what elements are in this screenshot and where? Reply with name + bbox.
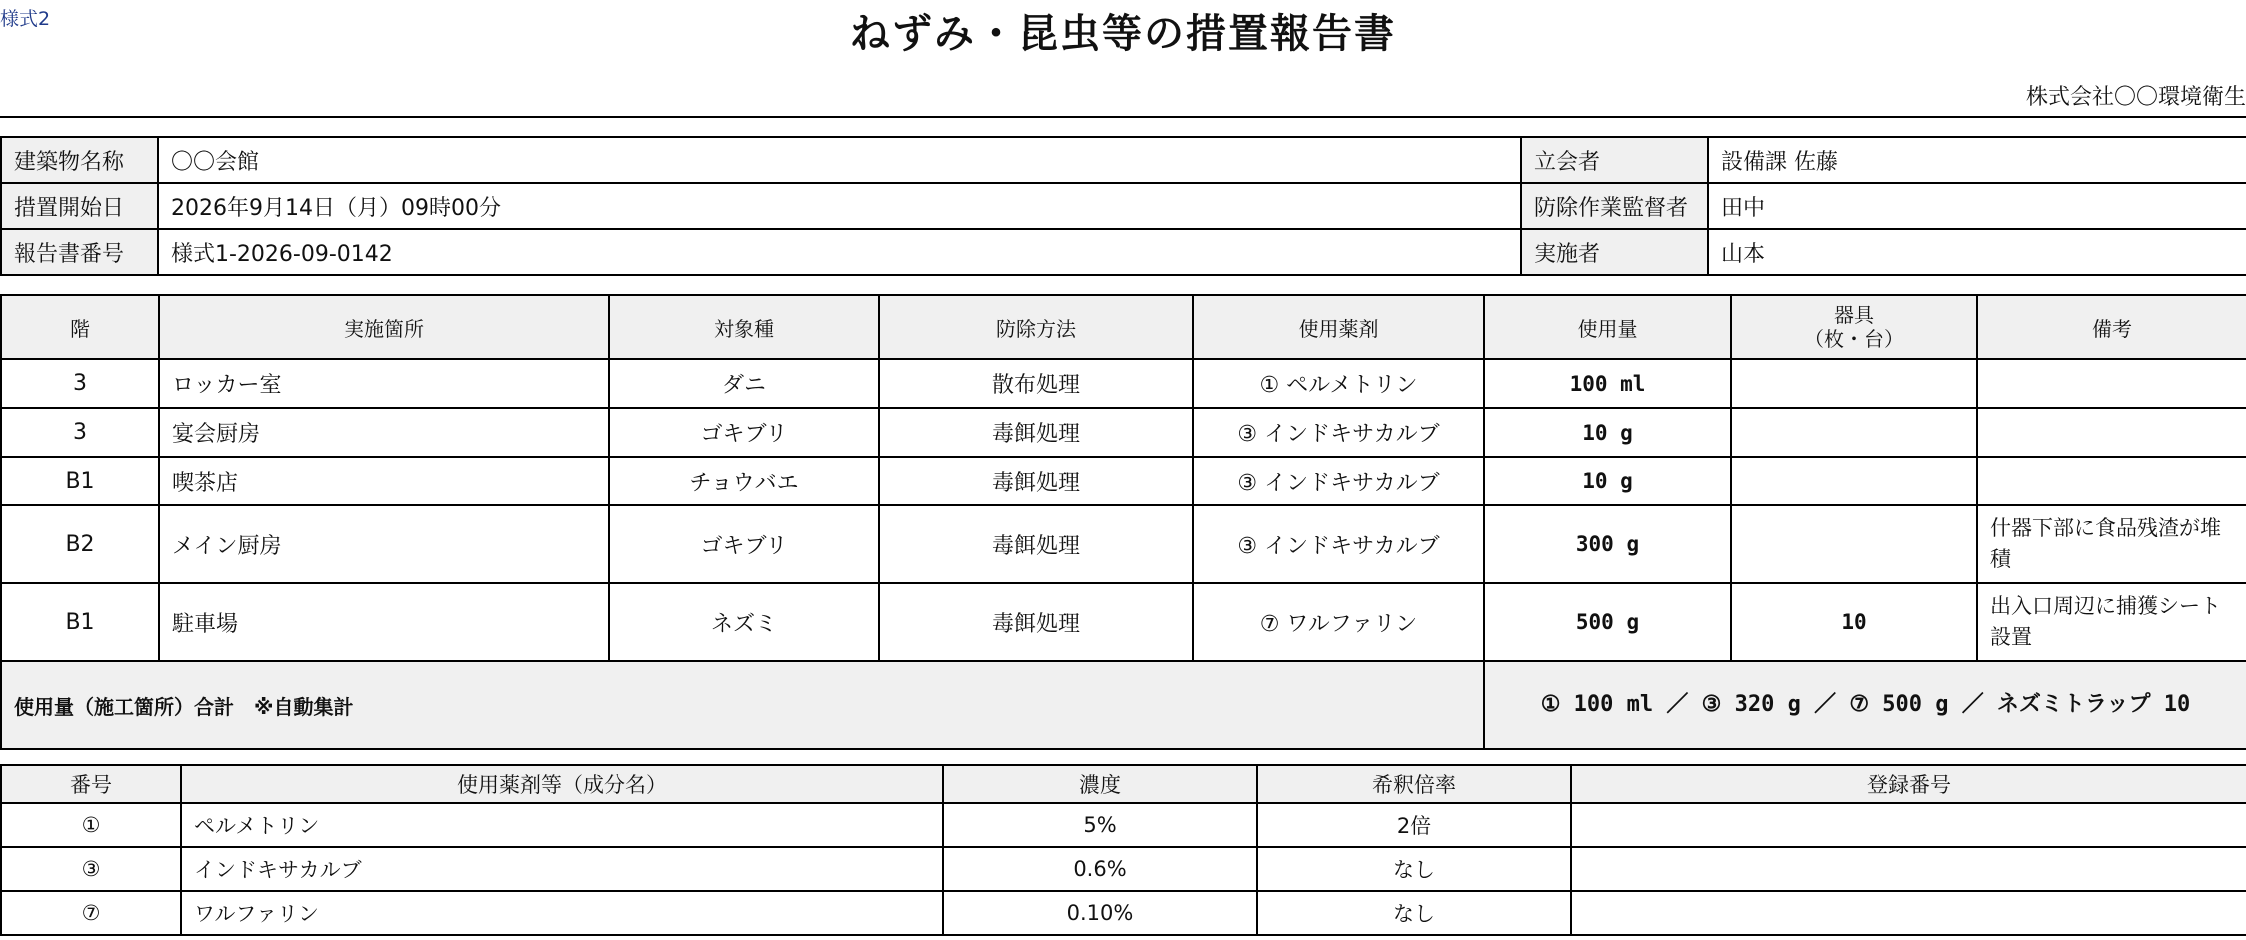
header-method: 防除方法 — [879, 295, 1193, 359]
chem-no: ⑦ — [1, 891, 181, 935]
work-row — [1, 457, 2246, 505]
chem-no: ① — [1, 803, 181, 847]
row-remarks — [1977, 408, 2246, 457]
witness-label: 立会者 — [1521, 137, 1708, 183]
row-method: 散布処理 — [879, 359, 1193, 408]
row-floor: B1 — [1, 583, 159, 661]
worker-label: 実施者 — [1521, 229, 1708, 275]
chem-dilution: なし — [1257, 847, 1571, 891]
header-concentration: 濃度 — [943, 765, 1257, 803]
row-target: ダニ — [609, 359, 879, 408]
row-equipment: 10 — [1731, 583, 1977, 661]
row-chemical: ③ インドキサカルブ — [1193, 505, 1484, 583]
report-number-label: 報告書番号 — [1, 229, 158, 275]
info-row-report — [1, 229, 2246, 275]
row-location: 駐車場 — [159, 583, 609, 661]
header-target: 対象種 — [609, 295, 879, 359]
header-equipment-line2: （枚・台） — [1804, 327, 1904, 351]
chemical-header-row — [1, 765, 2246, 803]
building-label: 建築物名称 — [1, 137, 158, 183]
total-value: ① 100 ml ／ ③ 320 g ／ ⑦ 500 g ／ ネズミトラップ 10 — [1484, 661, 2246, 749]
row-equipment — [1731, 359, 1977, 408]
row-remarks — [1977, 359, 2246, 408]
header-location: 実施箇所 — [159, 295, 609, 359]
total-label: 使用量（施工箇所）合計 ※自動集計 — [1, 661, 1484, 749]
row-equipment — [1731, 457, 1977, 505]
company-name: 株式会社〇〇環境衛生 — [2025, 85, 2246, 110]
row-chemical: ① ペルメトリン — [1193, 359, 1484, 408]
start-date-label: 措置開始日 — [1, 183, 158, 229]
info-table — [0, 136, 2246, 276]
row-target: ゴキブリ — [609, 408, 879, 457]
work-table — [0, 294, 2246, 750]
chem-registration — [1571, 847, 2246, 891]
row-method: 毒餌処理 — [879, 583, 1193, 661]
chem-name: ワルファリン — [181, 891, 943, 935]
header-no: 番号 — [1, 765, 181, 803]
row-amount: 10 g — [1484, 408, 1731, 457]
witness-value: 設備課 佐藤 — [1708, 137, 2246, 183]
row-amount: 300 g — [1484, 505, 1731, 583]
row-method: 毒餌処理 — [879, 505, 1193, 583]
header-equipment — [1731, 295, 1977, 359]
row-amount: 500 g — [1484, 583, 1731, 661]
work-header-row — [1, 295, 2246, 359]
row-chemical: ⑦ ワルファリン — [1193, 583, 1484, 661]
row-chemical: ③ インドキサカルブ — [1193, 457, 1484, 505]
row-target: ゴキブリ — [609, 505, 879, 583]
title-divider — [0, 116, 2246, 118]
work-row — [1, 583, 2246, 661]
header-amount: 使用量 — [1484, 295, 1731, 359]
row-floor: B1 — [1, 457, 159, 505]
row-remarks: 出入口周辺に捕獲シート設置 — [1977, 583, 2246, 661]
worker-value: 山本 — [1708, 229, 2246, 275]
building-value: 〇〇会館 — [158, 137, 1521, 183]
total-row — [1, 661, 2246, 749]
row-method: 毒餌処理 — [879, 408, 1193, 457]
report-number-value: 様式1-2026-09-0142 — [158, 229, 1521, 275]
row-target: チョウバエ — [609, 457, 879, 505]
row-location: 喫茶店 — [159, 457, 609, 505]
chem-registration — [1571, 891, 2246, 935]
header-floor: 階 — [1, 295, 159, 359]
info-row-start — [1, 183, 2246, 229]
chemical-row — [1, 891, 2246, 935]
chem-concentration: 0.10% — [943, 891, 1257, 935]
chemical-row — [1, 847, 2246, 891]
row-equipment — [1731, 505, 1977, 583]
row-location: メイン厨房 — [159, 505, 609, 583]
supervisor-value: 田中 — [1708, 183, 2246, 229]
row-chemical: ③ インドキサカルブ — [1193, 408, 1484, 457]
work-row — [1, 505, 2246, 583]
chem-concentration: 0.6% — [943, 847, 1257, 891]
row-equipment — [1731, 408, 1977, 457]
chem-concentration: 5% — [943, 803, 1257, 847]
header-chemical: 使用薬剤 — [1193, 295, 1484, 359]
row-location: 宴会厨房 — [159, 408, 609, 457]
row-target: ネズミ — [609, 583, 879, 661]
header-remarks: 備考 — [1977, 295, 2246, 359]
chem-dilution: 2倍 — [1257, 803, 1571, 847]
chem-dilution: なし — [1257, 891, 1571, 935]
row-remarks — [1977, 457, 2246, 505]
chem-registration — [1571, 803, 2246, 847]
start-date-value: 2026年9月14日（月）09時00分 — [158, 183, 1521, 229]
row-location: ロッカー室 — [159, 359, 609, 408]
row-floor: 3 — [1, 359, 159, 408]
chemical-row — [1, 803, 2246, 847]
page-title: ねずみ・昆虫等の措置報告書 — [850, 10, 1396, 57]
chem-no: ③ — [1, 847, 181, 891]
work-row — [1, 359, 2246, 408]
form-number-link[interactable]: 様式2 — [0, 8, 51, 30]
row-remarks: 什器下部に食品残渣が堆積 — [1977, 505, 2246, 583]
header-equipment-line1: 器具 — [1834, 303, 1874, 327]
supervisor-label: 防除作業監督者 — [1521, 183, 1708, 229]
header-registration: 登録番号 — [1571, 765, 2246, 803]
info-row-building — [1, 137, 2246, 183]
row-floor: B2 — [1, 505, 159, 583]
row-floor: 3 — [1, 408, 159, 457]
row-amount: 100 ml — [1484, 359, 1731, 408]
work-row — [1, 408, 2246, 457]
chem-name: ペルメトリン — [181, 803, 943, 847]
chemical-table — [0, 764, 2246, 936]
header-ingredient: 使用薬剤等（成分名） — [181, 765, 943, 803]
row-amount: 10 g — [1484, 457, 1731, 505]
chem-name: インドキサカルブ — [181, 847, 943, 891]
header-dilution: 希釈倍率 — [1257, 765, 1571, 803]
row-method: 毒餌処理 — [879, 457, 1193, 505]
